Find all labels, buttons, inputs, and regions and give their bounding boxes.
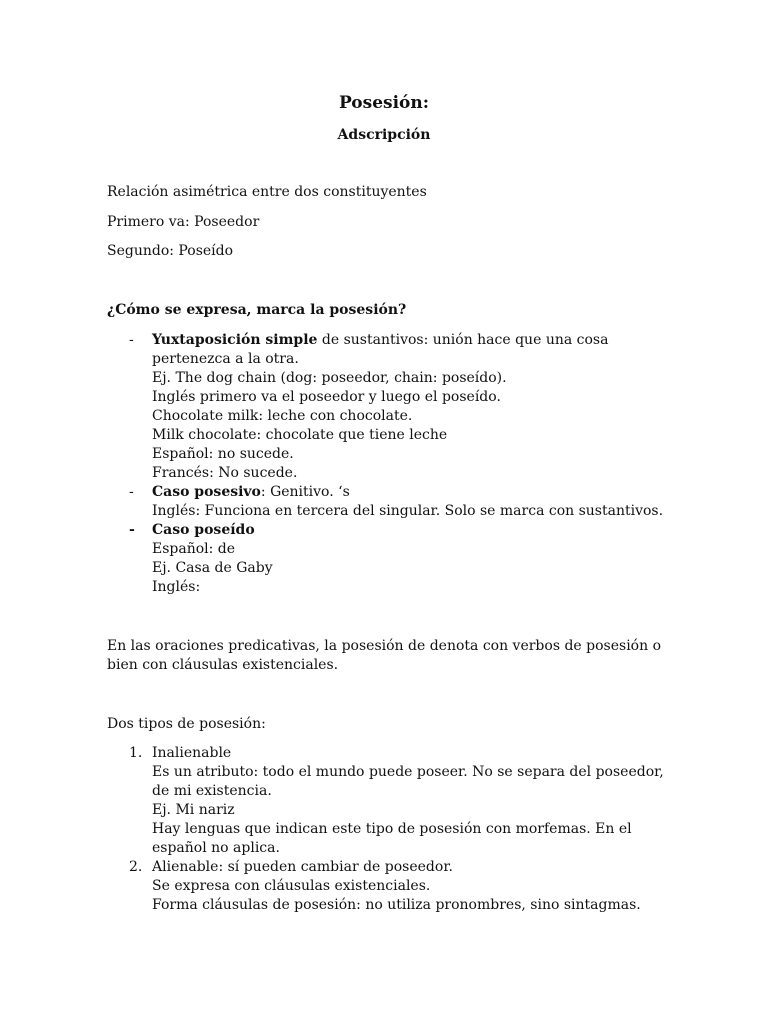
bullet-line: Inglés: (152, 579, 201, 595)
predicative-paragraph (107, 637, 661, 675)
numbered-item (152, 744, 664, 858)
bullet-first-line (152, 483, 663, 502)
intro-line: Primero va: Poseedor (107, 214, 260, 230)
bullet-item (152, 483, 663, 521)
bullet-dash: - (129, 522, 135, 538)
bullet-line: Español: de (152, 541, 236, 557)
numbered-line: Alienable: sí pueden cambiar de poseedor. (152, 859, 453, 875)
bullet-dash: - (129, 332, 134, 348)
list-number: 1. (129, 745, 143, 761)
bullet-first-line (152, 521, 273, 540)
bullet-text: de sustantivos: unión hace que una cosa (317, 332, 609, 348)
bullet-line: Ej. Casa de Gaby (152, 560, 273, 576)
numbered-line: español no aplica. (152, 840, 280, 856)
numbered-line: Se expresa con cláusulas existenciales. (152, 878, 431, 894)
bullet-dash: - (129, 484, 134, 500)
numbered-line: Es un atributo: todo el mundo puede poseer. No se separa del poseedor, (152, 764, 664, 780)
bullet-line: Español: no sucede. (152, 446, 294, 462)
page-subtitle: Adscripción (337, 127, 431, 143)
bullet-line: Inglés primero va el poseedor y luego el poseído. (152, 389, 501, 405)
intro-line: Relación asimétrica entre dos constituyentes (107, 184, 427, 200)
numbered-item (152, 858, 641, 915)
bullet-text: : Genitivo. ‘s (260, 484, 350, 500)
paragraph-line: bien con cláusulas existenciales. (107, 657, 339, 673)
section-question: ¿Cómo se expresa, marca la posesión? (107, 302, 407, 318)
numbered-line: de mi existencia. (152, 783, 272, 799)
numbered-line: Inalienable (152, 745, 232, 761)
bullet-line: Ej. The dog chain (dog: poseedor, chain: poseído). (152, 370, 507, 386)
bullet-line: Milk chocolate: chocolate que tiene leche (152, 427, 448, 443)
bullet-term: Caso poseído (152, 522, 255, 538)
page-title: Posesión: (338, 93, 430, 113)
numbered-line: Ej. Mi nariz (152, 802, 235, 818)
bullet-item (152, 331, 608, 483)
bullet-term: Caso posesivo (152, 484, 261, 500)
bullet-line: Francés: No sucede. (152, 465, 298, 481)
numbered-line: Hay lenguas que indican este tipo de posesión con morfemas. En el (152, 821, 632, 837)
paragraph-line: En las oraciones predicativas, la posesión de denota con verbos de posesión o (107, 638, 662, 654)
types-intro: Dos tipos de posesión: (107, 716, 266, 732)
bullet-term: Yuxtaposición simple (152, 332, 318, 348)
list-number: 2. (129, 859, 143, 875)
numbered-line: Forma cláusulas de posesión: no utiliza pronombres, sino sintagmas. (152, 897, 641, 913)
bullet-item (152, 521, 273, 597)
bullet-line: Inglés: Funciona en tercera del singular. Solo se marca con sustantivos. (152, 503, 664, 519)
bullet-line: Chocolate milk: leche con chocolate. (152, 408, 413, 424)
bullet-first-line (152, 331, 608, 350)
intro-line: Segundo: Poseído (107, 243, 234, 259)
bullet-line: pertenezca a la otra. (152, 351, 299, 367)
